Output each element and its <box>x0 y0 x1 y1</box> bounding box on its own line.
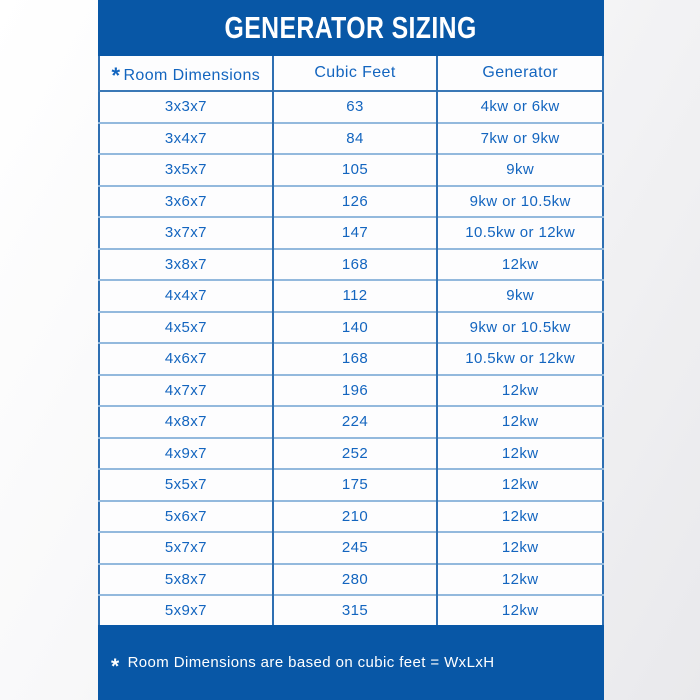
table-row <box>99 375 603 407</box>
room-dimensions-cell: 4x9x7 <box>164 444 207 462</box>
cubic-feet-cell: 105 <box>273 154 438 186</box>
room-dimensions-cell: 3x8x7 <box>164 255 207 273</box>
header-cell-room-dimensions <box>99 56 273 91</box>
room-dimensions-cell: 5x7x7 <box>164 539 207 557</box>
asterisk-marker-icon: * <box>111 63 121 88</box>
table-row <box>99 217 603 249</box>
table-row <box>99 438 603 470</box>
footnote-text: Room Dimensions are based on cubic feet = WxLxH <box>127 654 495 671</box>
generator-cell: 7kw or 9kw <box>437 123 603 155</box>
room-dimensions-cell: 3x5x7 <box>164 161 207 179</box>
header-cell-generator <box>437 56 603 91</box>
header-label-cubic-feet: Cubic Feet <box>314 64 396 81</box>
table-row <box>99 280 603 312</box>
room-dimensions-cell: 5x8x7 <box>164 570 207 588</box>
room-dimensions-cell: 3x3x7 <box>164 98 207 116</box>
generator-cell: 4kw or 6kw <box>437 91 603 123</box>
table-wrap <box>98 56 604 625</box>
cubic-feet-cell: 315 <box>273 595 438 625</box>
room-dimensions-cell: 3x6x7 <box>164 192 207 210</box>
table-row <box>99 406 603 438</box>
generator-cell: 12kw <box>437 249 603 281</box>
title-band <box>98 0 604 56</box>
generator-cell: 12kw <box>437 469 603 501</box>
room-dimensions-cell: 5x6x7 <box>164 507 207 525</box>
table-row <box>99 123 603 155</box>
cubic-feet-cell: 63 <box>273 91 438 123</box>
generator-cell: 9kw or 10.5kw <box>437 186 603 218</box>
cubic-feet-cell: 280 <box>273 564 438 596</box>
generator-cell: 12kw <box>437 532 603 564</box>
table-row <box>99 249 603 281</box>
generator-cell: 9kw <box>437 280 603 312</box>
generator-cell: 12kw <box>437 375 603 407</box>
cubic-feet-cell: 84 <box>273 123 438 155</box>
cubic-feet-cell: 175 <box>273 469 438 501</box>
cubic-feet-cell: 168 <box>273 249 438 281</box>
generator-cell: 9kw or 10.5kw <box>437 312 603 344</box>
table-body <box>99 91 603 625</box>
cubic-feet-cell: 196 <box>273 375 438 407</box>
header-label-room-dimensions: Room Dimensions <box>123 67 261 84</box>
table-row <box>99 501 603 533</box>
room-dimensions-cell: 5x9x7 <box>164 602 207 619</box>
cubic-feet-cell: 112 <box>273 280 438 312</box>
generator-sizing-panel <box>98 0 604 700</box>
room-dimensions-cell: 4x8x7 <box>164 413 207 431</box>
cubic-feet-cell: 147 <box>273 217 438 249</box>
table-row <box>99 564 603 596</box>
table-row <box>99 186 603 218</box>
page-title: GENERATOR SIZING <box>224 10 478 45</box>
room-dimensions-cell: 5x5x7 <box>164 476 207 494</box>
room-dimensions-cell: 4x5x7 <box>164 318 207 336</box>
table-header-row <box>99 56 603 91</box>
cubic-feet-cell: 252 <box>273 438 438 470</box>
generator-cell: 9kw <box>437 154 603 186</box>
generator-cell: 12kw <box>437 595 603 625</box>
generator-cell: 10.5kw or 12kw <box>437 217 603 249</box>
cubic-feet-cell: 126 <box>273 186 438 218</box>
cubic-feet-cell: 224 <box>273 406 438 438</box>
generator-cell: 12kw <box>437 406 603 438</box>
generator-cell: 10.5kw or 12kw <box>437 343 603 375</box>
table-row <box>99 343 603 375</box>
table-row <box>99 91 603 123</box>
cubic-feet-cell: 168 <box>273 343 438 375</box>
generator-cell: 12kw <box>437 564 603 596</box>
room-dimensions-cell: 3x7x7 <box>164 224 207 242</box>
cubic-feet-cell: 210 <box>273 501 438 533</box>
table-row <box>99 312 603 344</box>
cubic-feet-cell: 245 <box>273 532 438 564</box>
room-dimensions-cell: 3x4x7 <box>164 129 207 147</box>
header-label-generator: Generator <box>482 64 558 81</box>
table-row <box>99 595 603 625</box>
room-dimensions-cell: 4x4x7 <box>164 287 207 305</box>
table-row <box>99 469 603 501</box>
room-dimensions-cell: 4x6x7 <box>164 350 207 368</box>
generator-cell: 12kw <box>437 501 603 533</box>
cubic-feet-cell: 140 <box>273 312 438 344</box>
generator-cell: 12kw <box>437 438 603 470</box>
table-row <box>99 532 603 564</box>
footnote: * Room Dimensions are based on cubic feet = WxLxH <box>111 654 495 678</box>
header-cell-cubic-feet <box>273 56 438 91</box>
table-row <box>99 154 603 186</box>
generator-sizing-table <box>98 56 604 625</box>
room-dimensions-cell: 4x7x7 <box>164 381 207 399</box>
